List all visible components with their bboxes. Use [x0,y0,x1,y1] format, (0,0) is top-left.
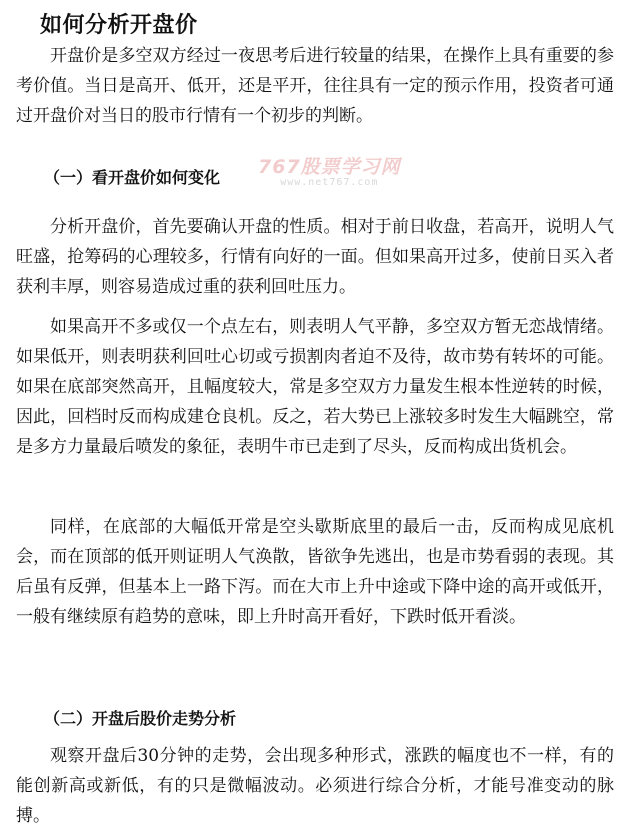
section1-paragraph-1: 分析开盘价，首先要确认开盘的性质。相对于前日收盘，若高开，说明人气旺盛，抢筹码的心理较多，行情有向好的一面。但如果高开过多，使前日买入者获利丰厚，则容易造成过重的获利回吐压力。 [16,217,614,297]
watermark-url-text: www.net767.com [280,177,379,188]
section2-paragraph-1: 观察开盘后30分钟的走势，会出现多种形式，涨跌的幅度也不一样，有的能创新高或新低，有的只是微幅波动。必须进行综合分析，才能号准变动的脉搏。 [16,746,614,826]
page-title: 如何分析开盘价 [40,13,198,38]
intro-paragraph: 开盘价是多空双方经过一夜思考后进行较量的结果，在操作上具有重要的参考价值。当日是高开、低开，还是平开，往往具有一定的预示作用，投资者可通过开盘价对当日的股市行情有一个初步的判断。 [16,46,614,126]
section1-paragraph-2: 如果高开不多或仅一个点左右，则表明人气平静，多空双方暂无恋战情绪。如果低开，则表明获利回吐心切或亏损割肉者迫不及待，故市势有转坏的可能。如果在底部突然高开，且幅度较大，常是多空双方力量发生根本性逆转的时候，因此，回档时反而构成建仓良机。反之，若大势已上涨较多时发生大幅跳空，常是多方力量最后喷发的象征，表明牛市已走到了尽头，反而构成出货机会。 [16,317,614,457]
section-heading-1: （一）看开盘价如何变化 [44,168,221,187]
site-watermark-logo [258,152,401,188]
section-heading-2: （二）开盘后股价走势分析 [44,709,237,728]
section1-paragraph-3: 同样，在底部的大幅低开常是空头歇斯底里的最后一击，反而构成见底机会，而在顶部的低开则证明人气涣散，皆欲争先逃出，也是市势看弱的表现。其后虽有反弹，但基本上一路下泻。而在大市上升中途或下降中途的高开或低开，一般有继续原有趋势的意味，即上升时高开看好，下跌时低开看淡。 [16,517,614,627]
watermark-logo-text: 767股票学习网 [258,156,401,178]
